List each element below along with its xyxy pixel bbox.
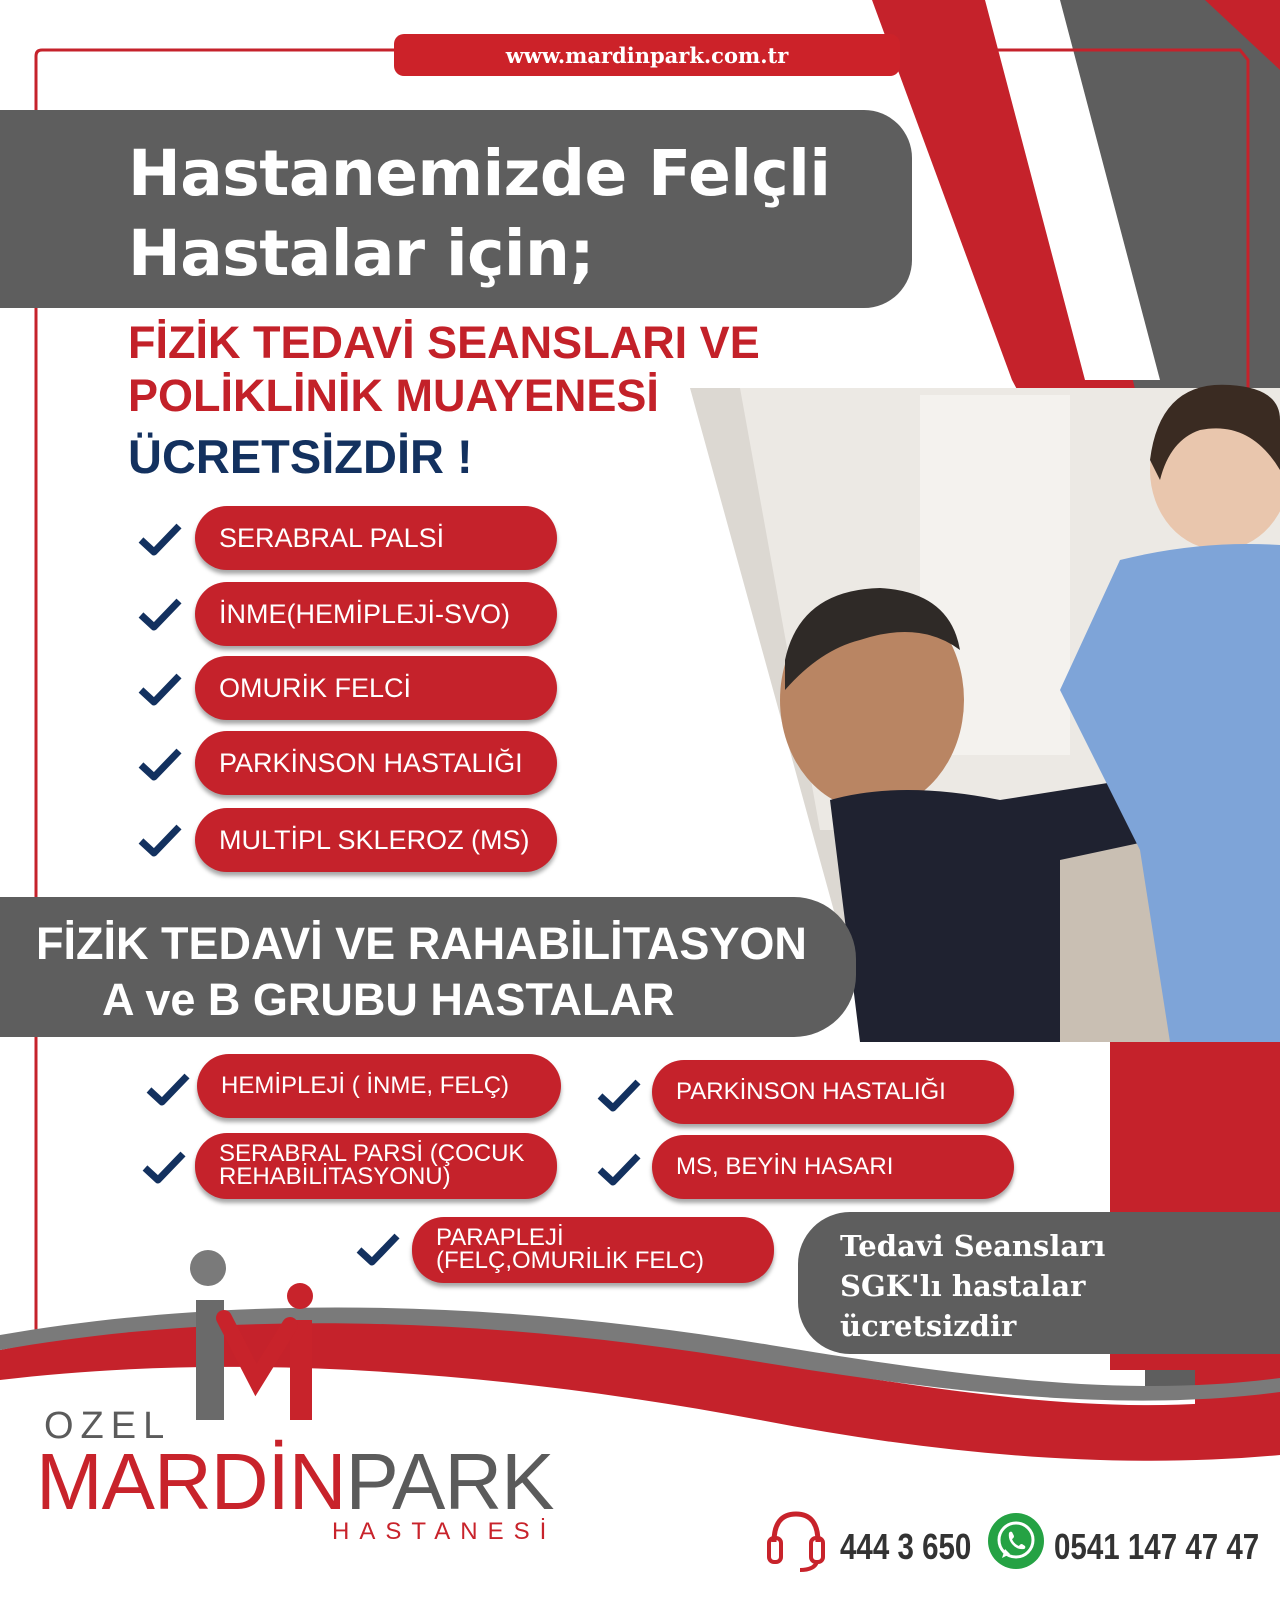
- offer-line-2: POLİKLİNİK MUAYENESİ: [128, 370, 659, 421]
- headline-line-2: Hastalar için;: [128, 217, 595, 290]
- logo-person-red-head: [287, 1283, 313, 1309]
- check-icon: [146, 1072, 190, 1108]
- check-icon: [138, 747, 182, 783]
- call-center-number[interactable]: 444 3 650: [840, 1526, 972, 1567]
- group-pill: MS, BEYİN HASARI: [652, 1135, 1014, 1199]
- free-label: ÜCRETSİZDİR !: [128, 430, 473, 483]
- check-icon: [597, 1078, 641, 1114]
- sgk-note-line: ücretsizdir: [840, 1309, 1017, 1343]
- group-pill-line: SERABRAL PARSİ (ÇOCUK: [219, 1140, 525, 1168]
- group-pill-line: (FELÇ,OMURİLİK FELC): [436, 1247, 705, 1274]
- offer-line-1: FİZİK TEDAVİ SEANSLARI VE: [128, 317, 760, 368]
- logo-wordmark: [36, 1437, 554, 1526]
- condition-pill: PARKİNSON HASTALIĞI: [195, 731, 557, 795]
- condition-pill: İNME(HEMİPLEJİ-SVO): [195, 582, 557, 646]
- whatsapp-icon: [986, 1511, 1046, 1571]
- group-pill-line: PARAPLEJİ: [436, 1224, 564, 1252]
- group-pill: PARKİNSON HASTALIĞI: [652, 1060, 1014, 1124]
- check-icon: [138, 672, 182, 708]
- whatsapp-number[interactable]: 0541 147 47 47: [1054, 1526, 1260, 1567]
- logo-person-red-body: [290, 1320, 312, 1420]
- logo-park: PARK: [345, 1437, 554, 1526]
- group-pill: [195, 1133, 557, 1199]
- condition-pill: MULTİPL SKLEROZ (MS): [195, 808, 557, 872]
- sgk-note-line: Tedavi Seansları: [840, 1229, 1106, 1263]
- sgk-note-box: [798, 1212, 1280, 1354]
- check-icon: [597, 1152, 641, 1188]
- group-pill-line: REHABİLİTASYONU): [219, 1163, 451, 1190]
- group-pill: [412, 1217, 774, 1283]
- check-icon: [138, 597, 182, 633]
- rehab-line-2: A ve B GRUBU HASTALAR: [102, 974, 675, 1025]
- sgk-note-line: SGK'lı hastalar: [840, 1269, 1086, 1303]
- group-pill: HEMİPLEJİ ( İNME, FELÇ): [197, 1054, 561, 1118]
- condition-pill: SERABRAL PALSİ: [195, 506, 557, 570]
- check-icon: [138, 823, 182, 859]
- condition-pill: OMURİK FELCİ: [195, 656, 557, 720]
- check-icon: [356, 1232, 400, 1268]
- headset-icon: [766, 1508, 826, 1574]
- headline-line-1: Hastanemizde Felçli: [128, 137, 831, 210]
- check-icon: [142, 1150, 186, 1186]
- logo-mardin: MARDİN: [36, 1437, 346, 1526]
- check-icon: [138, 522, 182, 558]
- logo-person-gray-head: [190, 1250, 226, 1286]
- rehab-line-1: FİZİK TEDAVİ VE RAHABİLİTASYON: [36, 918, 807, 969]
- website-url[interactable]: www.mardinpark.com.tr: [394, 34, 900, 76]
- logo-hastanesi: HASTANESİ: [332, 1518, 557, 1545]
- logo-ozel: OZEL: [44, 1405, 172, 1447]
